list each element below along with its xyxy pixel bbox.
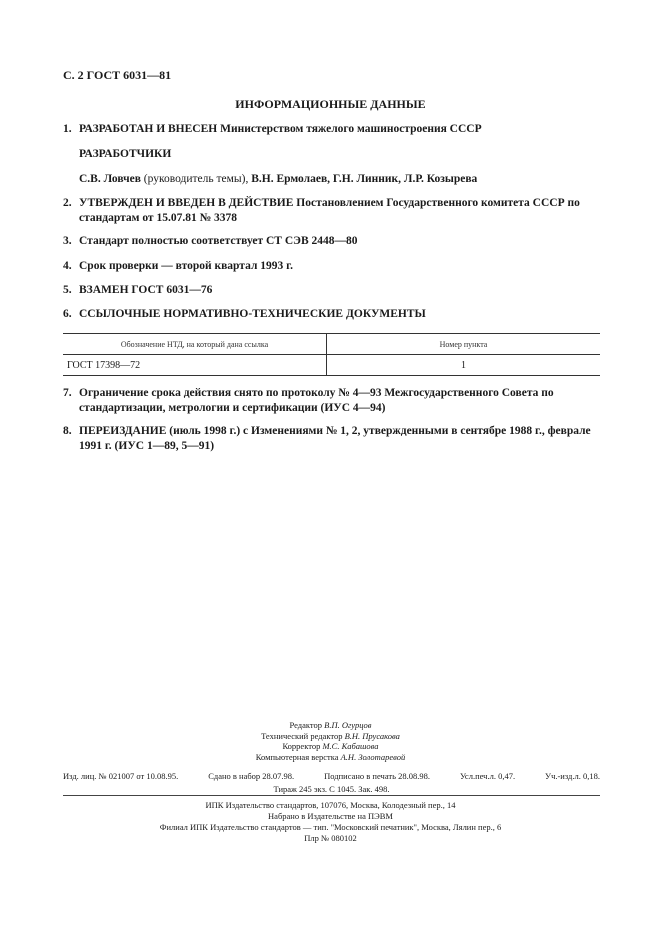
corrector-label: Корректор	[282, 741, 321, 751]
item-text: Ограничение срока действия снято по протоколу № 4—93 Межгосударственного Совета по стандартизации, метрологии и сертификации (ИУС 4—94)	[79, 387, 554, 414]
footer	[0, 800, 661, 844]
footer-line: ИПК Издательство стандартов, 107076, Москва, Колодезный пер., 14	[205, 800, 456, 810]
footer-line: Филиал ИПК Издательство стандартов — тип. "Московский печатник", Москва, Лялин пер., 6	[159, 822, 502, 832]
item-text: ВЗАМЕН ГОСТ 6031—76	[79, 284, 213, 296]
item-number: 4.	[63, 260, 72, 272]
col-header-document: Обозначение НТД, на который дана ссылка	[63, 334, 327, 355]
editor-label: Редактор	[289, 720, 322, 730]
publishing-row-1	[63, 770, 600, 783]
editor-line	[0, 720, 661, 731]
item-3	[63, 234, 603, 249]
developers-heading: РАЗРАБОТЧИКИ	[79, 148, 172, 160]
imprint-editors	[0, 720, 661, 762]
layout-name: А.Н. Золотаревой	[340, 751, 406, 762]
reference-table	[63, 333, 600, 376]
section-title: ИНФОРМАЦИОННЫЕ ДАННЫЕ	[235, 97, 426, 111]
cell-document: ГОСТ 17398—72	[63, 355, 327, 376]
item-number: 3.	[63, 235, 72, 247]
corrector-line	[0, 741, 661, 752]
footer-line: Плр № 080102	[304, 833, 357, 843]
footer-line: Набрано в Издательстве на ПЭВМ	[268, 811, 393, 821]
footer-divider	[63, 795, 600, 796]
item-number: 2.	[63, 197, 72, 209]
item-text: ПЕРЕИЗДАНИЕ (июль 1998 г.) с Изменениями № 1, 2, утвержденными в сентябре 1988 г., феврале 1991 г. (ИУС 1—89, 5—91)	[79, 425, 591, 452]
publishing-row-2: Тираж 245 экз. С 1045. Зак. 498.	[273, 784, 390, 794]
item-2	[63, 196, 603, 226]
developer-lead: С.В. Ловчев	[79, 173, 141, 185]
item-text: Срок проверки — второй квартал 1993 г.	[79, 260, 293, 272]
item-text: РАЗРАБОТАН И ВНЕСЕН Министерством тяжелого машиностроения СССР	[79, 123, 482, 135]
layout-label: Компьютерная верстка	[255, 751, 339, 762]
item-text: УТВЕРЖДЕН И ВВЕДЕН В ДЕЙСТВИЕ Постановлением Государственного комитета СССР по стандартам от 15.07.81 № 3378	[79, 197, 580, 224]
item-number: 7.	[63, 387, 72, 399]
item-4	[63, 259, 603, 274]
item-6	[63, 307, 603, 322]
publisher-sheets: Уч.-изд.л. 0,18.	[545, 771, 600, 781]
item-5	[63, 283, 603, 298]
page-header: С. 2 ГОСТ 6031—81	[63, 68, 172, 82]
col-header-clause: Номер пункта	[327, 334, 601, 355]
layout-line	[0, 752, 661, 763]
cell-clause: 1	[327, 355, 601, 376]
print-sheets: Усл.печ.л. 0,47.	[459, 771, 516, 781]
item-7	[63, 386, 603, 416]
item-text: ССЫЛОЧНЫЕ НОРМАТИВНО-ТЕХНИЧЕСКИЕ ДОКУМЕНТЫ	[79, 308, 426, 320]
developers-list	[63, 172, 619, 187]
license: Изд. лиц. № 021007 от 10.08.95.	[63, 771, 179, 781]
print-date: Подписано в печать 28.08.98.	[324, 771, 430, 781]
item-number: 6.	[63, 308, 72, 320]
developer-names: В.Н. Ермолаев, Г.Н. Линник, Л.Р. Козырева	[251, 173, 478, 185]
corrector-name: М.С. Кабашова	[322, 741, 379, 751]
tech-editor-name: В.Н. Прусакова	[344, 730, 400, 741]
developer-role: (руководитель темы),	[143, 173, 249, 185]
item-number: 1.	[63, 123, 72, 135]
tech-editor-line	[0, 731, 661, 742]
tech-editor-label: Технический редактор	[261, 730, 343, 741]
item-1	[63, 122, 603, 137]
editor-name: В.П. Огурцов	[324, 720, 372, 730]
typeset-date: Сдано в набор 28.07.98.	[208, 771, 295, 781]
item-number: 5.	[63, 284, 72, 296]
table-header-row	[63, 334, 600, 355]
item-text: Стандарт полностью соответствует СТ СЭВ 2448—80	[79, 235, 358, 247]
table-row	[63, 355, 600, 376]
item-8	[63, 424, 603, 454]
publishing-info	[63, 770, 600, 796]
item-number: 8.	[63, 425, 72, 437]
